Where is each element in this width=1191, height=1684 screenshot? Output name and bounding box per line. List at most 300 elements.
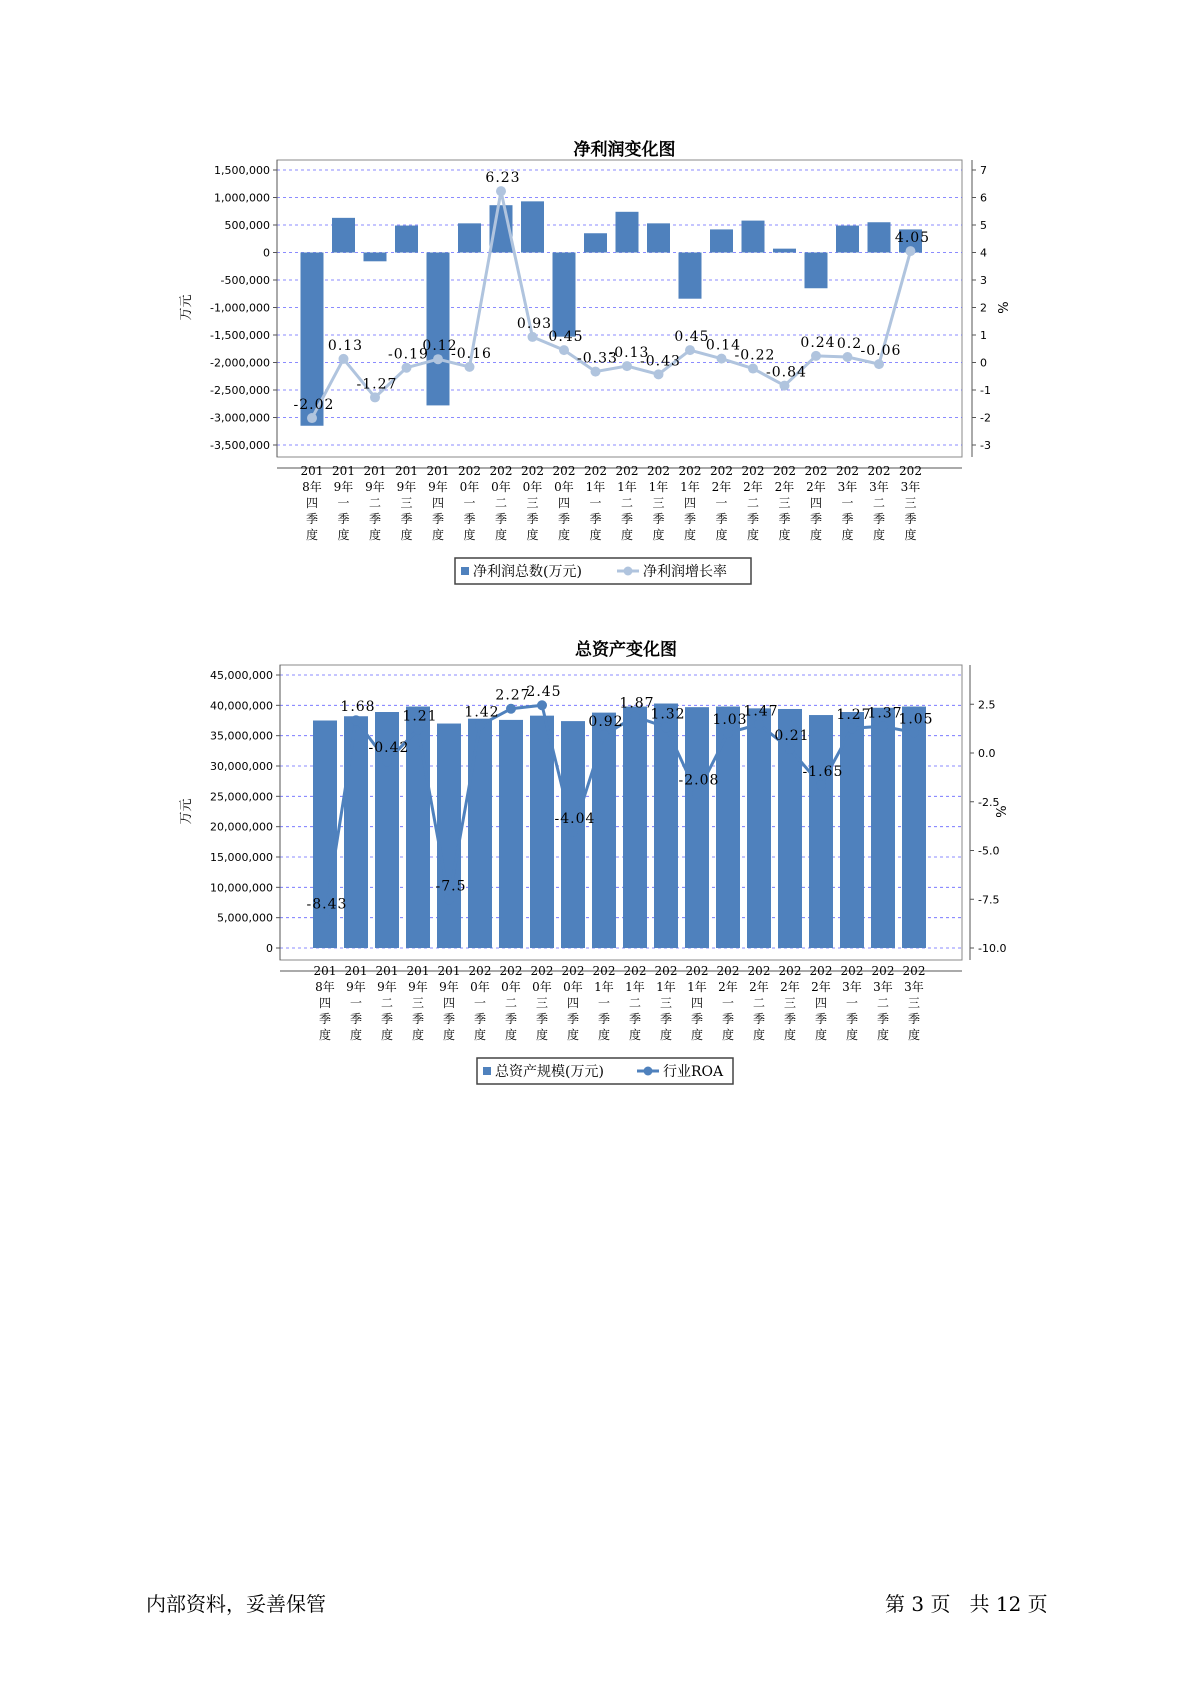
bar bbox=[530, 716, 554, 948]
x-tick-label: 201 bbox=[313, 964, 337, 978]
x-tick-label: 季 bbox=[809, 512, 823, 526]
x-tick-label: 1年 bbox=[585, 480, 606, 494]
x-tick-label: 3年 bbox=[873, 980, 893, 994]
x-tick-label: 1年 bbox=[625, 980, 645, 994]
x-tick-label: 2年 bbox=[749, 980, 769, 994]
data-label: 2.45 bbox=[526, 684, 562, 701]
x-tick-label: 一 bbox=[845, 996, 859, 1010]
line-point bbox=[496, 186, 506, 196]
x-tick-label: 度 bbox=[305, 528, 319, 542]
bar bbox=[468, 719, 492, 948]
x-tick-label: 2年 bbox=[774, 480, 795, 494]
bar bbox=[710, 229, 733, 252]
x-tick-label: 度 bbox=[845, 1028, 859, 1042]
x-tick-label: 度 bbox=[597, 1028, 611, 1042]
x-tick-label: 3年 bbox=[837, 480, 858, 494]
line-point bbox=[717, 354, 727, 364]
x-tick-label: 201 bbox=[406, 964, 430, 978]
x-tick-label: 一 bbox=[337, 496, 350, 510]
line-point bbox=[692, 789, 702, 799]
data-label: -0.19 bbox=[388, 346, 429, 363]
chart-title: 总资产变化图 bbox=[575, 640, 677, 660]
line-point bbox=[754, 719, 764, 729]
x-tick-label: 9年 bbox=[439, 980, 459, 994]
x-tick-label: 202 bbox=[867, 464, 891, 478]
x-tick-label: 0年 bbox=[532, 980, 552, 994]
x-tick-label: 9年 bbox=[377, 980, 397, 994]
line-point bbox=[599, 730, 609, 740]
x-tick-label: 四 bbox=[305, 496, 319, 510]
x-tick-label: 三 bbox=[652, 496, 665, 510]
x-tick-label: 201 bbox=[375, 964, 399, 978]
x-tick-label: 度 bbox=[442, 1028, 456, 1042]
line-point bbox=[785, 744, 795, 754]
data-label: -0.22 bbox=[734, 347, 776, 364]
footer-confidential-note: 内部资料，妥善保管 bbox=[146, 1592, 326, 1616]
data-label: 4.05 bbox=[894, 230, 931, 247]
x-tick-label: 三 bbox=[535, 996, 549, 1010]
bar bbox=[647, 223, 670, 252]
line-point bbox=[413, 724, 423, 734]
x-tick-label: 四 bbox=[683, 496, 697, 510]
x-tick-label: 度 bbox=[907, 1028, 921, 1042]
line-point bbox=[370, 392, 380, 402]
x-tick-label: 201 bbox=[344, 964, 368, 978]
x-tick-label: 三 bbox=[904, 496, 917, 510]
data-label: -7.5 bbox=[435, 878, 467, 895]
line-point bbox=[591, 367, 601, 377]
x-tick-label: 季 bbox=[305, 512, 319, 526]
x-tick-label: 四 bbox=[557, 496, 571, 510]
x-tick-label: 3年 bbox=[904, 980, 924, 994]
bar bbox=[809, 715, 833, 948]
x-tick-label: 度 bbox=[463, 528, 476, 542]
data-label: -0.33 bbox=[577, 350, 618, 367]
chart-title: 净利润变化图 bbox=[573, 140, 676, 160]
data-label: 1.32 bbox=[650, 706, 686, 723]
bar bbox=[902, 707, 926, 948]
data-label: -0.13 bbox=[608, 345, 650, 362]
line-point bbox=[685, 345, 695, 355]
x-tick-label: 202 bbox=[840, 964, 864, 978]
line-point bbox=[909, 728, 919, 738]
x-tick-label: 度 bbox=[368, 528, 382, 542]
y-tick-label: 30,000,000 bbox=[210, 760, 273, 773]
line-point bbox=[878, 721, 888, 731]
x-tick-label: 季 bbox=[721, 1012, 735, 1026]
footer-page-number: 第 3 页 共 12 页 bbox=[885, 1592, 1048, 1616]
y2-tick-label: 2 bbox=[980, 301, 987, 315]
x-tick-label: 季 bbox=[557, 512, 571, 526]
data-label: -2.08 bbox=[678, 772, 720, 789]
y2-tick-label: 6 bbox=[980, 191, 987, 205]
y-tick-label: -2,000,000 bbox=[210, 356, 270, 370]
bar bbox=[427, 253, 450, 406]
data-label: 0.45 bbox=[548, 329, 584, 346]
data-label: 1.42 bbox=[464, 704, 500, 721]
x-tick-label: 1年 bbox=[594, 980, 614, 994]
x-tick-label: 四 bbox=[566, 996, 580, 1010]
x-tick-label: 201 bbox=[395, 464, 418, 478]
x-tick-label: 202 bbox=[809, 964, 833, 978]
x-tick-label: 季 bbox=[628, 1012, 642, 1026]
x-tick-label: 202 bbox=[647, 464, 670, 478]
bar bbox=[623, 707, 647, 948]
x-tick-label: 度 bbox=[337, 528, 350, 542]
bar bbox=[364, 253, 387, 262]
x-tick-label: 度 bbox=[318, 1028, 332, 1042]
y2-tick-label: 4 bbox=[980, 246, 987, 260]
x-tick-label: 0年 bbox=[563, 980, 583, 994]
x-tick-label: 四 bbox=[318, 996, 332, 1010]
x-tick-label: 度 bbox=[721, 1028, 735, 1042]
y-tick-label: 10,000,000 bbox=[210, 881, 273, 895]
x-tick-label: 四 bbox=[431, 496, 445, 510]
data-label: 0.24 bbox=[800, 334, 836, 351]
x-tick-label: 一 bbox=[841, 496, 854, 510]
bar bbox=[344, 716, 368, 948]
y-tick-label: 500,000 bbox=[224, 219, 270, 232]
x-tick-label: 2年 bbox=[806, 480, 826, 494]
x-tick-label: 2年 bbox=[780, 980, 800, 994]
bar bbox=[332, 218, 355, 253]
data-label: -0.06 bbox=[860, 343, 902, 360]
bar bbox=[616, 212, 639, 253]
x-tick-label: 季 bbox=[659, 1012, 673, 1026]
x-tick-label: 四 bbox=[809, 496, 823, 510]
x-tick-label: 度 bbox=[904, 528, 917, 542]
x-tick-label: 202 bbox=[804, 464, 828, 478]
bar bbox=[742, 221, 765, 253]
x-tick-label: 季 bbox=[380, 1012, 394, 1026]
x-tick-label: 季 bbox=[683, 512, 697, 526]
x-tick-label: 201 bbox=[363, 464, 387, 478]
x-tick-label: 季 bbox=[845, 1012, 859, 1026]
y-tick-label: 40,000,000 bbox=[210, 699, 273, 713]
x-tick-label: 度 bbox=[752, 1028, 766, 1042]
x-tick-label: 季 bbox=[473, 1012, 487, 1026]
data-label: -8.43 bbox=[306, 896, 348, 913]
line-point bbox=[382, 756, 392, 766]
x-tick-label: 201 bbox=[426, 464, 450, 478]
x-tick-label: 度 bbox=[411, 1028, 425, 1042]
x-tick-label: 季 bbox=[566, 1012, 580, 1026]
y2-tick-label: -3 bbox=[980, 439, 991, 452]
x-tick-label: 201 bbox=[332, 464, 355, 478]
legend-bar-swatch bbox=[483, 1067, 491, 1075]
x-tick-label: 度 bbox=[349, 1028, 363, 1042]
y2-axis-label: % bbox=[995, 805, 1010, 818]
x-tick-label: 二 bbox=[504, 996, 518, 1010]
y-tick-label: -3,500,000 bbox=[210, 439, 270, 452]
data-label: 0.93 bbox=[516, 315, 553, 332]
x-tick-label: 0年 bbox=[491, 480, 511, 494]
bar bbox=[584, 233, 607, 252]
y-tick-label: 1,500,000 bbox=[214, 164, 270, 177]
x-tick-label: 季 bbox=[752, 1012, 766, 1026]
x-tick-label: 202 bbox=[741, 464, 765, 478]
x-tick-label: 1年 bbox=[648, 480, 669, 494]
x-tick-label: 202 bbox=[678, 464, 702, 478]
x-tick-label: 度 bbox=[683, 528, 697, 542]
x-tick-label: 四 bbox=[442, 996, 456, 1010]
x-tick-label: 度 bbox=[535, 1028, 549, 1042]
line-point bbox=[780, 381, 790, 391]
legend-bar-swatch bbox=[461, 567, 469, 575]
x-tick-label: 季 bbox=[746, 512, 760, 526]
x-tick-label: 201 bbox=[300, 464, 324, 478]
y2-tick-label: -2 bbox=[980, 411, 991, 425]
line-point bbox=[320, 912, 330, 922]
plot-frame bbox=[277, 160, 962, 457]
x-tick-label: 202 bbox=[623, 964, 647, 978]
x-tick-label: 季 bbox=[872, 512, 886, 526]
x-tick-label: 三 bbox=[400, 496, 413, 510]
x-tick-label: 季 bbox=[652, 512, 665, 526]
bar bbox=[716, 707, 740, 948]
y-tick-label: -500,000 bbox=[220, 274, 270, 287]
total-assets-chart bbox=[0, 630, 1191, 1090]
x-tick-label: 9年 bbox=[333, 480, 354, 494]
x-tick-label: 度 bbox=[841, 528, 854, 542]
bar bbox=[499, 720, 523, 948]
line-point bbox=[444, 894, 454, 904]
y2-tick-label: 3 bbox=[980, 274, 987, 287]
y2-axis-label: % bbox=[997, 301, 1012, 314]
x-tick-label: 二 bbox=[380, 996, 394, 1010]
x-tick-label: 202 bbox=[778, 964, 802, 978]
data-label: -0.16 bbox=[451, 345, 492, 362]
x-tick-label: 二 bbox=[368, 496, 382, 510]
data-label: 1.68 bbox=[340, 699, 376, 716]
data-label: 0.12 bbox=[422, 338, 458, 355]
bar bbox=[836, 226, 859, 253]
bar bbox=[458, 223, 481, 252]
x-tick-label: 202 bbox=[458, 464, 481, 478]
x-tick-label: 度 bbox=[659, 1028, 673, 1042]
x-tick-label: 度 bbox=[690, 1028, 704, 1042]
y-tick-label: 1,000,000 bbox=[214, 191, 270, 205]
line-point bbox=[630, 712, 640, 722]
y2-tick-label: -1 bbox=[980, 384, 991, 397]
x-tick-label: 季 bbox=[494, 512, 508, 526]
x-tick-label: 度 bbox=[783, 1028, 797, 1042]
y2-tick-label: -2.5 bbox=[978, 795, 1000, 809]
x-tick-label: 度 bbox=[526, 528, 539, 542]
legend-line-marker bbox=[624, 567, 633, 576]
line-point bbox=[748, 364, 758, 374]
y-axis-label: 万元 bbox=[179, 798, 194, 825]
x-tick-label: 8年 bbox=[302, 480, 322, 494]
x-tick-label: 度 bbox=[557, 528, 571, 542]
x-tick-label: 202 bbox=[561, 964, 585, 978]
data-label: 1.37 bbox=[867, 705, 903, 722]
y-tick-label: 0 bbox=[266, 942, 273, 955]
y2-tick-label: 7 bbox=[980, 164, 987, 177]
data-label: 0.13 bbox=[327, 337, 364, 354]
bar bbox=[437, 724, 461, 948]
x-tick-label: 202 bbox=[747, 964, 771, 978]
x-tick-label: 一 bbox=[721, 996, 735, 1010]
x-tick-label: 0年 bbox=[459, 480, 480, 494]
x-tick-label: 202 bbox=[871, 964, 895, 978]
y-tick-label: 25,000,000 bbox=[210, 790, 273, 804]
x-tick-label: 9年 bbox=[346, 980, 366, 994]
data-label: 1.87 bbox=[619, 695, 655, 712]
x-tick-label: 202 bbox=[489, 464, 513, 478]
x-tick-label: 0年 bbox=[522, 480, 543, 494]
line-point bbox=[622, 361, 632, 371]
x-tick-label: 季 bbox=[841, 512, 854, 526]
x-tick-label: 1年 bbox=[617, 480, 637, 494]
x-tick-label: 季 bbox=[504, 1012, 518, 1026]
x-tick-label: 202 bbox=[654, 964, 678, 978]
x-tick-label: 三 bbox=[907, 996, 921, 1010]
x-tick-label: 季 bbox=[526, 512, 539, 526]
x-tick-label: 202 bbox=[468, 964, 492, 978]
y2-tick-label: -7.5 bbox=[978, 893, 1000, 907]
x-tick-label: 一 bbox=[349, 996, 363, 1010]
data-label: -1.65 bbox=[802, 764, 844, 781]
x-tick-label: 季 bbox=[431, 512, 445, 526]
line-point bbox=[402, 363, 412, 373]
data-label: -2.02 bbox=[293, 397, 335, 414]
y-tick-label: 15,000,000 bbox=[210, 851, 273, 864]
x-tick-label: 202 bbox=[716, 964, 740, 978]
x-tick-label: 202 bbox=[836, 464, 859, 478]
x-tick-label: 季 bbox=[620, 512, 634, 526]
x-tick-label: 202 bbox=[552, 464, 576, 478]
y2-tick-label: 0 bbox=[980, 356, 987, 370]
line-point bbox=[559, 345, 569, 355]
x-tick-label: 季 bbox=[783, 1012, 797, 1026]
x-tick-label: 二 bbox=[876, 996, 890, 1010]
x-tick-label: 季 bbox=[589, 512, 602, 526]
line-point bbox=[433, 354, 443, 364]
x-tick-label: 0年 bbox=[501, 980, 521, 994]
data-label: -0.42 bbox=[368, 740, 410, 757]
line-point bbox=[465, 362, 475, 372]
x-tick-label: 202 bbox=[584, 464, 607, 478]
x-tick-label: 3年 bbox=[900, 480, 921, 494]
legend-bar-label: 净利润总数(万元) bbox=[473, 564, 582, 580]
x-tick-label: 3年 bbox=[869, 480, 889, 494]
x-tick-label: 3年 bbox=[842, 980, 862, 994]
x-tick-label: 四 bbox=[690, 996, 704, 1010]
line-point bbox=[537, 700, 547, 710]
x-tick-label: 202 bbox=[615, 464, 639, 478]
x-tick-label: 1年 bbox=[687, 980, 707, 994]
x-tick-label: 度 bbox=[589, 528, 602, 542]
x-tick-label: 2年 bbox=[743, 480, 763, 494]
x-tick-label: 202 bbox=[902, 964, 926, 978]
data-label: 0.2 bbox=[836, 336, 863, 352]
data-label: 0.21 bbox=[774, 727, 810, 744]
line-point bbox=[568, 827, 578, 837]
bar bbox=[553, 253, 576, 337]
x-tick-label: 202 bbox=[773, 464, 796, 478]
x-tick-label: 季 bbox=[597, 1012, 611, 1026]
data-label: -0.84 bbox=[766, 364, 807, 381]
x-tick-label: 202 bbox=[499, 964, 523, 978]
x-tick-label: 季 bbox=[535, 1012, 549, 1026]
y2-tick-label: 5 bbox=[980, 219, 987, 232]
x-tick-label: 四 bbox=[814, 996, 828, 1010]
x-tick-label: 季 bbox=[349, 1012, 363, 1026]
y-axis-label: 万元 bbox=[179, 294, 194, 321]
x-tick-label: 二 bbox=[494, 496, 508, 510]
x-tick-label: 1年 bbox=[656, 980, 676, 994]
line-point bbox=[351, 715, 361, 725]
x-tick-label: 202 bbox=[710, 464, 733, 478]
x-tick-label: 度 bbox=[628, 1028, 642, 1042]
x-tick-label: 季 bbox=[778, 512, 791, 526]
x-tick-label: 202 bbox=[530, 964, 554, 978]
line-point bbox=[723, 728, 733, 738]
line-point bbox=[816, 780, 826, 790]
x-tick-label: 一 bbox=[589, 496, 602, 510]
line-point bbox=[506, 704, 516, 714]
x-tick-label: 度 bbox=[814, 1028, 828, 1042]
x-tick-label: 2年 bbox=[718, 980, 738, 994]
x-tick-label: 度 bbox=[620, 528, 634, 542]
line-point bbox=[811, 351, 821, 361]
line-point bbox=[661, 722, 671, 732]
x-tick-label: 季 bbox=[690, 1012, 704, 1026]
x-tick-label: 季 bbox=[904, 512, 917, 526]
x-tick-label: 度 bbox=[652, 528, 665, 542]
bar bbox=[406, 707, 430, 948]
x-tick-label: 季 bbox=[463, 512, 476, 526]
x-tick-label: 度 bbox=[566, 1028, 580, 1042]
bar bbox=[773, 249, 796, 253]
y-tick-label: -1,000,000 bbox=[210, 301, 270, 315]
x-tick-label: 度 bbox=[715, 528, 728, 542]
x-tick-label: 1年 bbox=[680, 480, 700, 494]
x-tick-label: 季 bbox=[442, 1012, 456, 1026]
bar bbox=[395, 226, 418, 253]
data-label: 0.92 bbox=[588, 714, 624, 731]
x-tick-label: 0年 bbox=[554, 480, 574, 494]
x-tick-label: 一 bbox=[463, 496, 476, 510]
x-tick-label: 度 bbox=[778, 528, 791, 542]
x-tick-label: 季 bbox=[337, 512, 350, 526]
data-label: 6.23 bbox=[485, 170, 521, 187]
x-tick-label: 2年 bbox=[711, 480, 732, 494]
x-tick-label: 二 bbox=[620, 496, 634, 510]
x-tick-label: 度 bbox=[809, 528, 823, 542]
x-tick-label: 202 bbox=[521, 464, 544, 478]
data-label: 1.21 bbox=[402, 708, 438, 725]
x-tick-label: 季 bbox=[814, 1012, 828, 1026]
x-tick-label: 度 bbox=[746, 528, 760, 542]
y-tick-label: 20,000,000 bbox=[210, 820, 273, 834]
x-tick-label: 季 bbox=[400, 512, 413, 526]
x-tick-label: 二 bbox=[628, 996, 642, 1010]
x-tick-label: 季 bbox=[368, 512, 382, 526]
x-tick-label: 202 bbox=[685, 964, 709, 978]
legend-line-label: 净利润增长率 bbox=[643, 564, 727, 580]
line-point bbox=[475, 720, 485, 730]
line-point bbox=[339, 354, 349, 364]
y-tick-label: -1,500,000 bbox=[210, 329, 270, 342]
series-line bbox=[312, 191, 911, 418]
x-tick-label: 度 bbox=[473, 1028, 487, 1042]
data-label: -0.43 bbox=[640, 353, 681, 370]
data-label: 2.27 bbox=[495, 687, 531, 704]
line-point bbox=[654, 369, 664, 379]
x-tick-label: 度 bbox=[400, 528, 413, 542]
